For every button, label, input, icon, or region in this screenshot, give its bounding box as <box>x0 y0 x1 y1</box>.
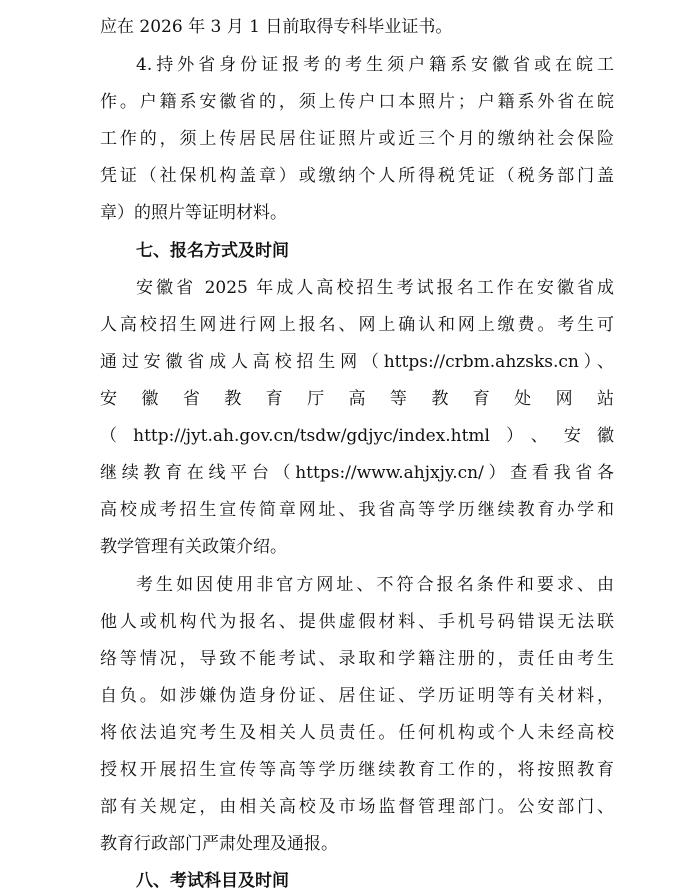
paragraph-line: 自负。如涉嫌伪造身份证、居住证、学历证明等有关材料， <box>100 686 614 706</box>
paragraph-line: 授权开展招生宣传等高等学历继续教育工作的，将按照教育 <box>100 760 614 780</box>
paragraph-line: 教学管理有关政策介绍。 <box>100 537 287 557</box>
paragraph-line: 4.持外省身份证报考的考生须户籍系安徽省或在皖工 <box>136 55 614 75</box>
paragraph-line: 络等情况，导致不能考试、录取和学籍注册的，责任由考生 <box>100 649 614 669</box>
paragraph-line: 教育行政部门严肃处理及通报。 <box>100 834 338 854</box>
paragraph-line: 考生如因使用非官方网址、不符合报名条件和要求、由 <box>136 575 614 595</box>
section-heading: 八、考试科目及时间 <box>136 871 289 891</box>
paragraph-line: 人高校招生网进行网上报名、网上确认和网上缴费。考生可 <box>100 315 614 335</box>
paragraph-line: 部有关规定，由相关高校及市场监督管理部门。公安部门、 <box>100 797 614 817</box>
paragraph-line: 应在 2026 年 3 月 1 日前取得专科毕业证书。 <box>100 17 453 37</box>
paragraph-line: 继续教育在线平台（https://www.ahjxjy.cn/）查看我省各 <box>100 463 614 483</box>
section-heading: 七、报名方式及时间 <box>136 241 289 261</box>
paragraph-line: 高校成考招生宣传简章网址、我省高等学历继续教育办学和 <box>100 500 614 520</box>
paragraph-line: 作。户籍系安徽省的，须上传户口本照片；户籍系外省在皖 <box>100 92 614 112</box>
paragraph-line: 章）的照片等证明材料。 <box>100 203 287 223</box>
paragraph-line: （http://jyt.ah.gov.cn/tsdw/gdjyc/index.html）、安徽 <box>100 426 614 446</box>
paragraph-line: 凭证（社保机构盖章）或缴纳个人所得税凭证（税务部门盖 <box>100 166 614 186</box>
paragraph-line: 通过安徽省成人高校招生网（https://crbm.ahzsks.cn）、 <box>100 352 614 372</box>
paragraph-line: 安徽省 2025 年成人高校招生考试报名工作在安徽省成 <box>136 278 614 298</box>
paragraph-line: 安徽省教育厅高等教育处网站 <box>100 389 614 409</box>
paragraph-line: 将依法追究考生及相关人员责任。任何机构或个人未经高校 <box>100 723 614 743</box>
paragraph-line: 他人或机构代为报名、提供虚假材料、手机号码错误无法联 <box>100 612 614 632</box>
paragraph-line: 工作的，须上传居民居住证照片或近三个月的缴纳社会保险 <box>100 129 614 149</box>
